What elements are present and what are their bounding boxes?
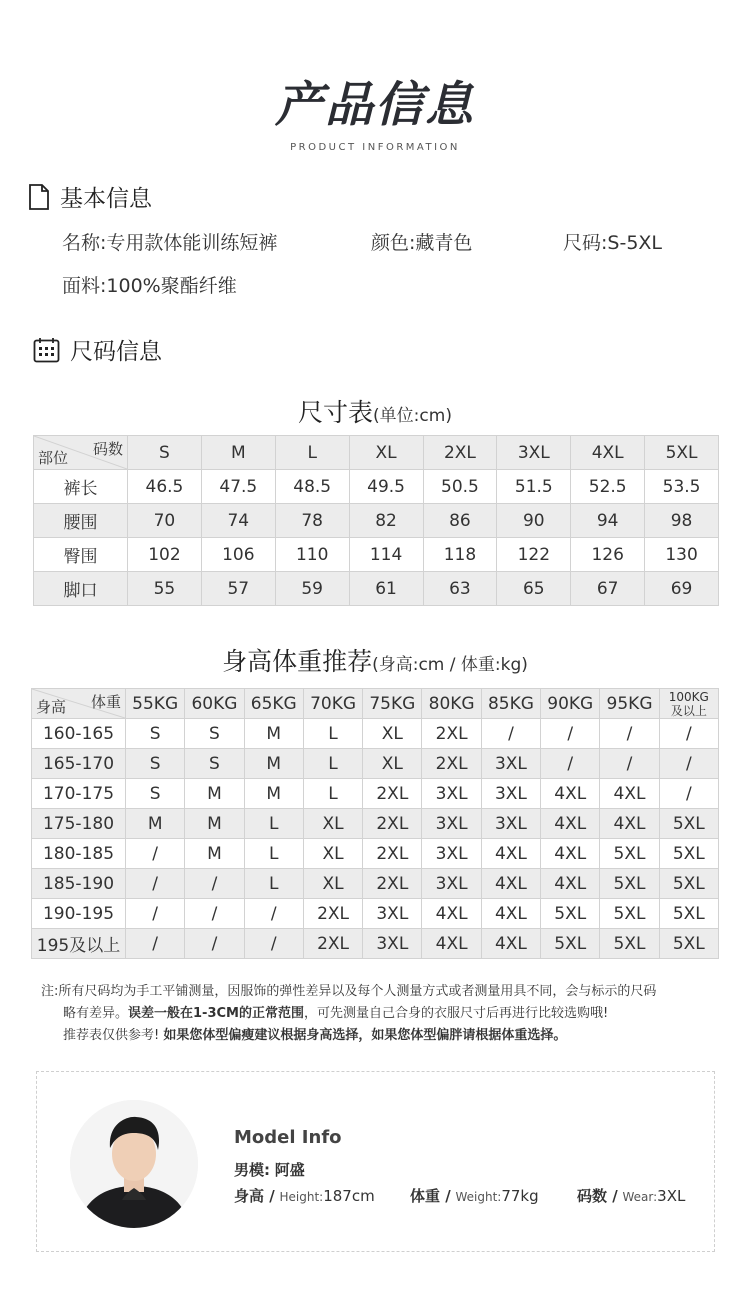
column-header: 2XL (423, 436, 497, 470)
table-cell: / (541, 749, 600, 779)
table-cell: 52.5 (571, 470, 645, 504)
table-cell: S (126, 779, 185, 809)
column-header: 65KG (244, 689, 303, 719)
table-cell: 3XL (481, 779, 540, 809)
table-cell: L (244, 839, 303, 869)
table-cell: 3XL (363, 899, 422, 929)
row-label: 185-190 (32, 869, 126, 899)
basic-info-heading-label: 基本信息 (60, 186, 152, 212)
rec-table-title-text: 身高体重推荐 (222, 647, 373, 676)
row-label: 裤长 (34, 470, 128, 504)
table-cell: 3XL (481, 809, 540, 839)
size-table (33, 435, 719, 606)
table-cell: 4XL (422, 929, 481, 959)
column-header: XL (349, 436, 423, 470)
column-header: 55KG (126, 689, 185, 719)
row-label: 170-175 (32, 779, 126, 809)
table-cell: XL (363, 749, 422, 779)
table-cell: 5XL (600, 929, 659, 959)
table-cell: 3XL (422, 869, 481, 899)
table-cell: 50.5 (423, 470, 497, 504)
table-cell: 5XL (600, 899, 659, 929)
table-cell: 2XL (422, 749, 481, 779)
table-cell: 4XL (481, 929, 540, 959)
column-header: L (275, 436, 349, 470)
table-cell: 4XL (541, 839, 600, 869)
table-cell: 5XL (659, 899, 718, 929)
table-cell: / (541, 719, 600, 749)
table-row (32, 839, 719, 869)
table-row (34, 504, 719, 538)
note-line-2 (41, 1003, 731, 1025)
table-cell: 48.5 (275, 470, 349, 504)
table-cell: L (303, 779, 362, 809)
table-cell: 82 (349, 504, 423, 538)
table-cell: M (244, 719, 303, 749)
table-cell: 106 (201, 538, 275, 572)
table-cell: 3XL (422, 809, 481, 839)
column-header: 75KG (363, 689, 422, 719)
table-header-row (32, 689, 719, 719)
table-cell: 122 (497, 538, 571, 572)
note-line-3 (41, 1025, 731, 1047)
table-cell: / (659, 719, 718, 749)
table-cell: 4XL (541, 779, 600, 809)
model-height (234, 1185, 375, 1206)
column-header: 85KG (481, 689, 540, 719)
table-cell: / (126, 869, 185, 899)
table-cell: 61 (349, 572, 423, 606)
model-wear-value: 3XL (657, 1187, 686, 1205)
column-header: 60KG (185, 689, 244, 719)
model-wear (577, 1185, 685, 1206)
model-height-label: 身高 / (234, 1187, 275, 1205)
model-name-line (234, 1159, 305, 1180)
table-cell: 51.5 (497, 470, 571, 504)
table-cell: 57 (201, 572, 275, 606)
table-cell: 4XL (422, 899, 481, 929)
table-cell: 67 (571, 572, 645, 606)
document-icon (28, 184, 50, 210)
note-line-2c: ，可先测量自己合身的衣服尺寸后再进行比较选购哦! (303, 1006, 609, 1021)
calendar-icon (33, 337, 60, 363)
row-label: 175-180 (32, 809, 126, 839)
row-label: 臀围 (34, 538, 128, 572)
product-color: 颜色:藏青色 (371, 232, 473, 254)
corner-bottom-label: 部位 (38, 449, 69, 467)
table-cell: M (185, 809, 244, 839)
table-cell: 5XL (659, 929, 718, 959)
table-cell: 3XL (481, 749, 540, 779)
table-cell: 130 (645, 538, 719, 572)
model-name: 阿盛 (274, 1161, 305, 1179)
note-line-3b: 如果您体型偏瘦建议根据身高选择，如果您体型偏胖请根据体重选择。 (163, 1028, 567, 1043)
table-cell: 49.5 (349, 470, 423, 504)
table-cell: 114 (349, 538, 423, 572)
corner-top-label: 码数 (92, 440, 123, 458)
table-cell: 4XL (600, 809, 659, 839)
size-info-heading-label: 尺码信息 (70, 339, 162, 365)
row-label: 180-185 (32, 839, 126, 869)
table-cell: 4XL (481, 869, 540, 899)
table-cell: M (126, 809, 185, 839)
note-line-3a: 推荐表仅供参考! (63, 1028, 160, 1043)
table-cell: 102 (128, 538, 202, 572)
table-cell: S (126, 749, 185, 779)
table-cell: XL (303, 839, 362, 869)
table-cell: / (481, 719, 540, 749)
table-cell: 4XL (481, 839, 540, 869)
table-cell: 110 (275, 538, 349, 572)
table-row (32, 899, 719, 929)
table-cell: 4XL (541, 809, 600, 839)
table-cell: 46.5 (128, 470, 202, 504)
table-corner-cell (34, 436, 128, 470)
table-cell: / (185, 899, 244, 929)
rec-table (31, 688, 719, 959)
table-row (32, 809, 719, 839)
table-cell: 118 (423, 538, 497, 572)
model-info-title: Model Info (234, 1127, 342, 1148)
table-cell: 2XL (422, 719, 481, 749)
model-name-label: 男模: (234, 1161, 270, 1179)
rec-table-unit: (身高:cm / 体重:kg) (372, 655, 528, 675)
table-row (32, 869, 719, 899)
column-header: 4XL (571, 436, 645, 470)
table-cell: 2XL (363, 839, 422, 869)
corner-top-label: 体重 (90, 693, 121, 711)
size-info-heading (33, 333, 162, 366)
size-table-title-text: 尺寸表 (298, 398, 374, 427)
table-cell: 4XL (600, 779, 659, 809)
table-cell: M (244, 749, 303, 779)
column-header-last (659, 689, 718, 719)
table-cell: 5XL (600, 839, 659, 869)
table-cell: S (185, 719, 244, 749)
product-size-range: 尺码:S-5XL (563, 232, 663, 254)
table-cell: / (126, 899, 185, 929)
table-cell: 53.5 (645, 470, 719, 504)
product-name: 名称:专用款体能训练短裤 (62, 232, 278, 254)
table-cell: 126 (571, 538, 645, 572)
table-cell: 5XL (541, 899, 600, 929)
table-cell: L (244, 869, 303, 899)
note-line-2a: 略有差异。 (63, 1006, 129, 1021)
table-row (32, 779, 719, 809)
last-col-line2: 及以上 (670, 703, 707, 718)
column-header: 70KG (303, 689, 362, 719)
table-cell: 4XL (481, 899, 540, 929)
table-cell: 69 (645, 572, 719, 606)
model-weight (410, 1185, 539, 1206)
table-cell: 2XL (303, 929, 362, 959)
model-avatar (70, 1100, 198, 1228)
model-weight-en: Weight: (455, 1190, 502, 1204)
table-cell: / (126, 839, 185, 869)
table-cell: L (303, 719, 362, 749)
size-table-title (0, 393, 750, 429)
table-cell: 5XL (659, 839, 718, 869)
table-cell: / (126, 929, 185, 959)
table-cell: 74 (201, 504, 275, 538)
table-cell: 94 (571, 504, 645, 538)
table-cell: XL (303, 869, 362, 899)
table-cell: / (600, 749, 659, 779)
table-cell: 63 (423, 572, 497, 606)
row-label: 腰围 (34, 504, 128, 538)
column-header: 5XL (645, 436, 719, 470)
table-cell: 5XL (541, 929, 600, 959)
table-cell: 78 (275, 504, 349, 538)
table-cell: 47.5 (201, 470, 275, 504)
table-cell: 2XL (363, 779, 422, 809)
page-subtitle: PRODUCT INFORMATION (290, 142, 460, 153)
table-cell: 5XL (659, 869, 718, 899)
table-row (34, 470, 719, 504)
column-header: 90KG (541, 689, 600, 719)
table-cell: / (185, 929, 244, 959)
table-cell: 98 (645, 504, 719, 538)
table-cell: 2XL (303, 899, 362, 929)
product-fabric: 面料:100%聚酯纤维 (62, 275, 237, 297)
model-height-value: 187cm (323, 1187, 375, 1205)
row-label: 脚口 (34, 572, 128, 606)
table-cell: 59 (275, 572, 349, 606)
table-cell: 3XL (422, 839, 481, 869)
size-table-unit: (单位:cm) (373, 406, 452, 426)
table-cell: M (185, 839, 244, 869)
model-portrait-icon (70, 1100, 198, 1228)
table-cell: 65 (497, 572, 571, 606)
row-label: 160-165 (32, 719, 126, 749)
note-line-2b: 误差一般在1-3CM的正常范围 (128, 1006, 304, 1021)
table-cell: XL (363, 719, 422, 749)
rec-table-title (0, 642, 750, 678)
table-row (34, 538, 719, 572)
note-line-1: 注:所有尺码均为手工平铺测量，因服饰的弹性差异以及每个人测量方式或者测量用具不同，会与标示的尺码 (41, 984, 657, 999)
model-height-en: Height: (279, 1190, 324, 1204)
table-cell: / (659, 749, 718, 779)
table-cell: L (244, 809, 303, 839)
row-label: 165-170 (32, 749, 126, 779)
table-cell: / (244, 929, 303, 959)
table-cell: 2XL (363, 809, 422, 839)
table-header-row (34, 436, 719, 470)
table-cell: 3XL (363, 929, 422, 959)
table-cell: 4XL (541, 869, 600, 899)
table-row (32, 719, 719, 749)
row-label: 195及以上 (32, 929, 126, 959)
row-label: 190-195 (32, 899, 126, 929)
table-row (32, 749, 719, 779)
model-weight-label: 体重 / (410, 1187, 451, 1205)
table-cell: 3XL (422, 779, 481, 809)
table-corner-cell (32, 689, 126, 719)
column-header: M (201, 436, 275, 470)
table-cell: 55 (128, 572, 202, 606)
table-row (34, 572, 719, 606)
column-header: 80KG (422, 689, 481, 719)
table-cell: S (126, 719, 185, 749)
table-cell: 70 (128, 504, 202, 538)
column-header: 95KG (600, 689, 659, 719)
table-cell: L (303, 749, 362, 779)
last-col-line1: 100KG (668, 689, 709, 704)
table-cell: M (185, 779, 244, 809)
corner-bottom-label: 身高 (36, 698, 67, 716)
page-title: 产品信息 (274, 77, 475, 133)
table-cell: 2XL (363, 869, 422, 899)
model-wear-label: 码数 / (577, 1187, 618, 1205)
table-cell: / (659, 779, 718, 809)
notes (41, 981, 731, 1047)
model-wear-en: Wear: (622, 1190, 658, 1204)
table-cell: S (185, 749, 244, 779)
column-header: S (128, 436, 202, 470)
basic-info-heading (28, 180, 152, 213)
table-cell: 5XL (659, 809, 718, 839)
table-cell: XL (303, 809, 362, 839)
table-cell: 86 (423, 504, 497, 538)
model-weight-value: 77kg (501, 1187, 539, 1205)
table-cell: M (244, 779, 303, 809)
table-cell: 90 (497, 504, 571, 538)
table-cell: 5XL (600, 869, 659, 899)
table-cell: / (185, 869, 244, 899)
table-cell: / (600, 719, 659, 749)
table-row (32, 929, 719, 959)
column-header: 3XL (497, 436, 571, 470)
table-cell: / (244, 899, 303, 929)
